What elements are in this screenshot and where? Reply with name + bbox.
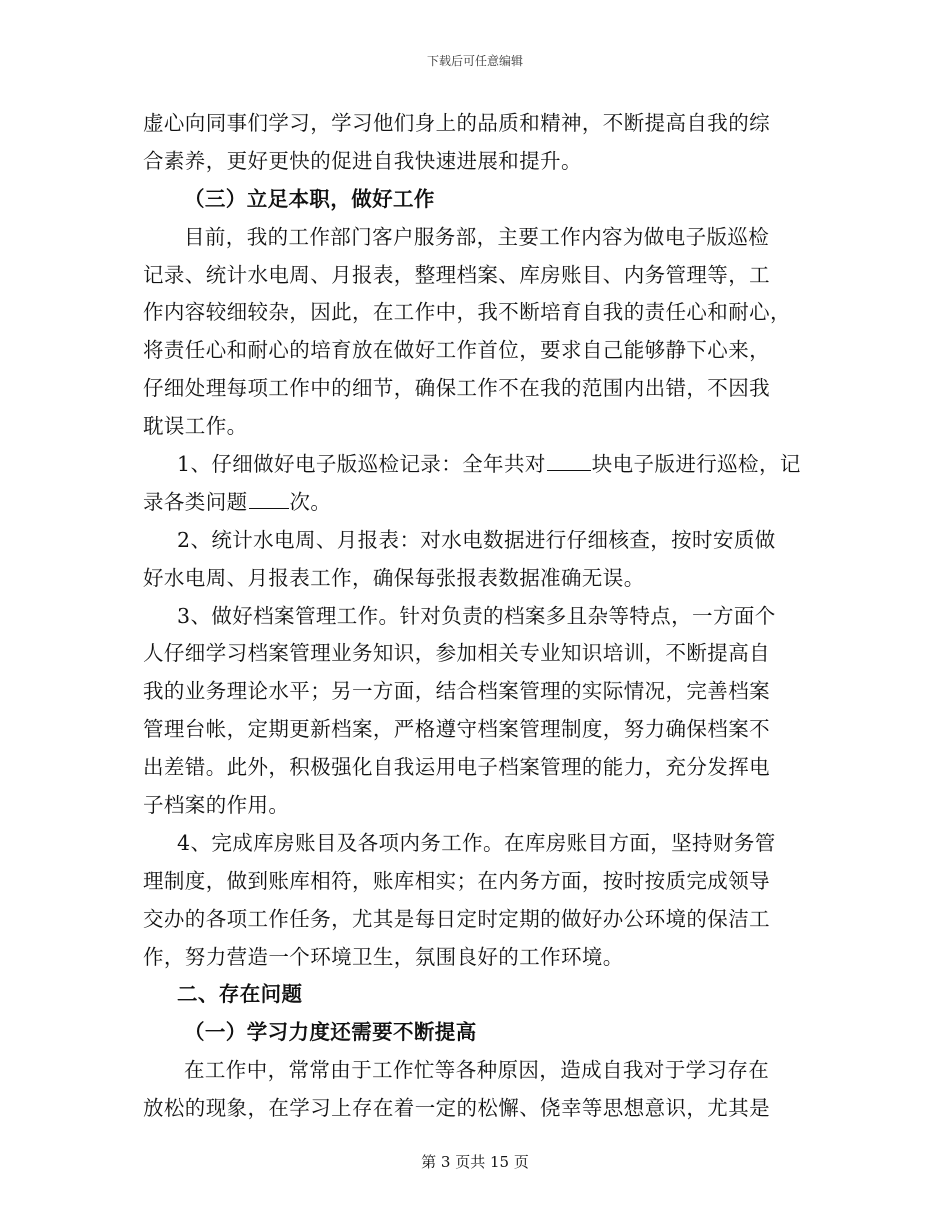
paragraph-line: 记录、统计水电周、月报表，整理档案、库房账目、内务管理等，工 xyxy=(143,262,770,287)
list-item-1-text-a: 1、仔细做好电子版巡检记录：全年共对 xyxy=(177,452,546,477)
paragraph-line: 仔细处理每项工作中的细节，确保工作不在我的范围内出错，不因我 xyxy=(143,376,770,401)
subsection-heading-1: （一）学习力度还需要不断提高 xyxy=(184,1020,477,1045)
paragraph-line: 虚心向同事们学习，学习他们身上的品质和精神，不断提高自我的综 xyxy=(143,111,770,135)
list-item-3-line: 人仔细学习档案管理业务知识，参加相关专业知识培训，不断提高自 xyxy=(143,641,770,666)
list-item-3-line: 管理台帐，定期更新档案，严格遵守档案管理制度，努力确保档案不 xyxy=(143,717,770,742)
list-item-3-line: 3、做好档案管理工作。针对负责的档案多且杂等特点，一方面个 xyxy=(177,603,776,628)
list-item-1-text-c: 录各类问题 xyxy=(143,489,248,514)
list-item-4-line: 交办的各项工作任务，尤其是每日定时定期的做好办公环境的保洁工 xyxy=(143,906,770,931)
list-item-1-line xyxy=(143,446,809,484)
paragraph-line: 作内容较细较杂，因此，在工作中，我不断培育自我的责任心和耐心， xyxy=(143,300,791,325)
list-item-4-line: 4、完成库房账目及各项内务工作。在库房账目方面，坚持财务管 xyxy=(177,830,776,855)
list-item-4-line: 作，努力营造一个环境卫生，氛围良好的工作环境。 xyxy=(143,944,624,969)
list-item-4-line: 理制度，做到账库相符，账库相实；在内务方面，按时按质完成领导 xyxy=(143,868,770,893)
page-footer: 第 3 页共 15 页 xyxy=(421,1153,529,1171)
paragraph-line: 耽误工作。 xyxy=(143,414,248,439)
section-heading-3: （三）立足本职，做好工作 xyxy=(184,186,435,211)
paragraph-line: 合素养，更好更快的促进自我快速进展和提升。 xyxy=(143,148,582,173)
list-item-2-line: 好水电周、月报表工作，确保每张报表数据准确无误。 xyxy=(143,565,645,590)
list-item-1-text-d: 次。 xyxy=(289,489,332,514)
list-item-2-line: 2、统计水电周、月报表：对水电数据进行仔细核查，按时安质做 xyxy=(177,527,776,552)
document-body xyxy=(143,105,809,1128)
fill-blank xyxy=(547,454,591,471)
list-item-3-line: 子档案的作用。 xyxy=(143,793,290,818)
page-header: 下载后可任意编辑 xyxy=(426,54,523,68)
paragraph-line: 目前，我的工作部门客户服务部，主要工作内容为做电子版巡检 xyxy=(184,224,770,249)
list-item-1-text-b: 块电子版进行巡检，记 xyxy=(591,452,801,477)
list-item-1-line xyxy=(143,484,809,522)
list-item-3-line: 出差错。此外，积极强化自我运用电子档案管理的能力，充分发挥电 xyxy=(143,755,770,780)
list-item-3-line: 我的业务理论水平；另一方面，结合档案管理的实际情况，完善档案 xyxy=(143,679,770,704)
paragraph-line: 在工作中，常常由于工作忙等各种原因，造成自我对于学习存在 xyxy=(184,1058,770,1083)
paragraph-line: 放松的现象，在学习上存在着一定的松懈、侥幸等思想意识，尤其是 xyxy=(143,1096,770,1121)
section-heading-problems: 二、存在问题 xyxy=(177,982,303,1007)
paragraph-line: 将责任心和耐心的培育放在做好工作首位，要求自己能够静下心来， xyxy=(143,338,770,363)
fill-blank xyxy=(249,492,289,509)
